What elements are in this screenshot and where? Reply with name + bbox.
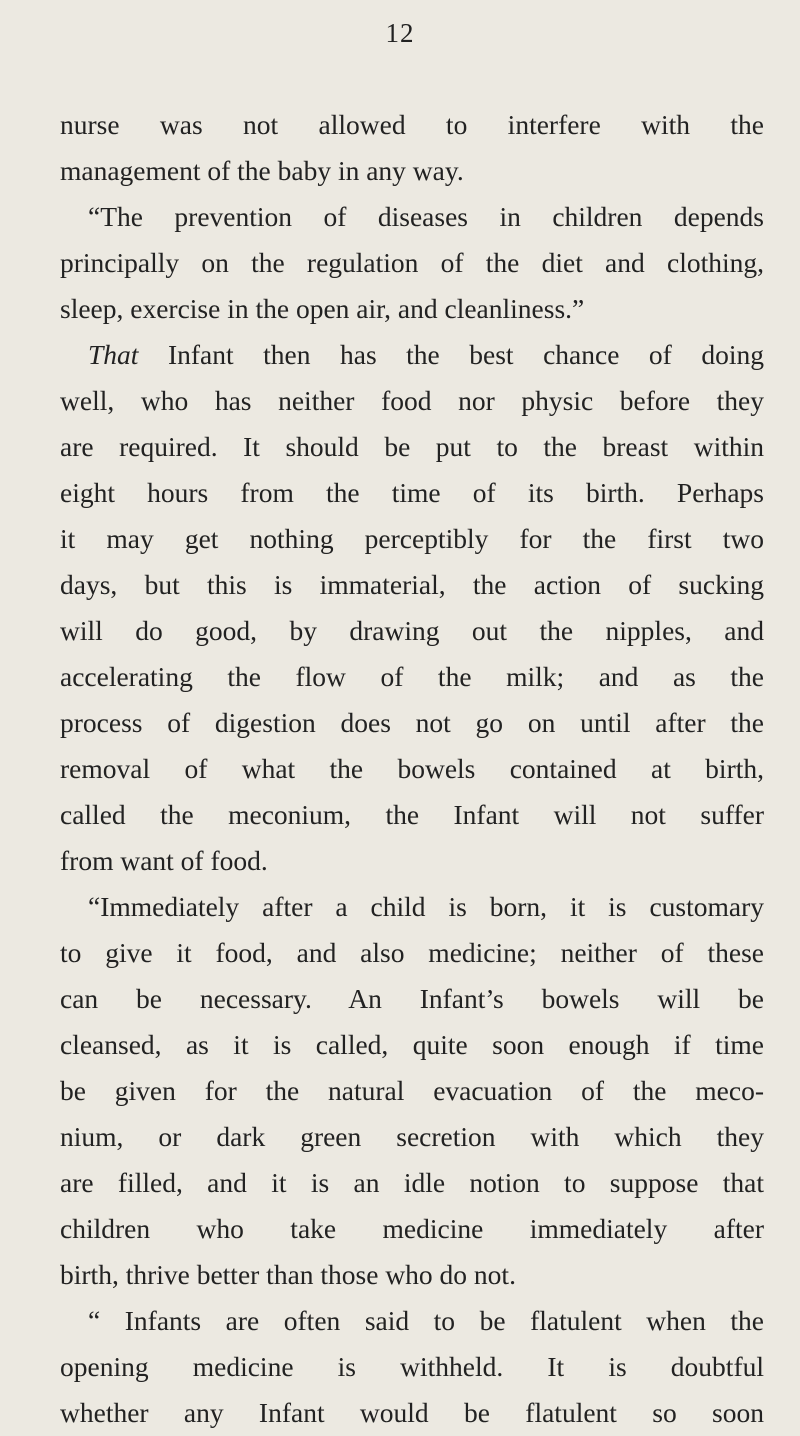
emphasis-word: That xyxy=(88,339,139,370)
text-line: principally on the regulation of the diet and clothing, xyxy=(60,247,764,278)
text-line: nurse was not allowed to interfere with the xyxy=(60,109,764,140)
text-line: accelerating the flow of the milk; and as the xyxy=(60,661,764,692)
text-line: are required. It should be put to the breast within xyxy=(60,431,764,462)
text-line: it may get nothing perceptibly for the first two xyxy=(60,523,764,554)
text-line: nium, or dark green secretion with which they xyxy=(60,1121,764,1152)
text-line: opening medicine is withheld. It is doubtful xyxy=(60,1351,764,1382)
text-line: “The prevention of diseases in children depends xyxy=(88,201,764,232)
text-line: eight hours from the time of its birth. Perhaps xyxy=(60,477,764,508)
text-line-rest: Infant then has the best chance of doing xyxy=(138,339,764,370)
text-line: can be necessary. An Infant’s bowels will be xyxy=(60,983,764,1014)
text-line: days, but this is immaterial, the action of sucking xyxy=(60,569,764,600)
text-line: be given for the natural evacuation of the meco- xyxy=(60,1075,764,1106)
page-number: 12 xyxy=(385,18,415,48)
text-line: cleansed, as it is called, quite soon enough if time xyxy=(60,1029,764,1060)
text-line: “Immediately after a child is born, it is customary xyxy=(88,891,764,922)
text-line: children who take medicine immediately after xyxy=(60,1213,764,1244)
text-line: to give it food, and also medicine; neither of these xyxy=(60,937,764,968)
text-line: will do good, by drawing out the nipples, and xyxy=(60,615,764,646)
text-line: whether any Infant would be flatulent so soon xyxy=(60,1397,764,1428)
text-line: removal of what the bowels contained at birth, xyxy=(60,753,764,784)
text-line: “ Infants are often said to be flatulent when the xyxy=(88,1305,764,1336)
text-line: from want of food. xyxy=(60,845,268,876)
text-line: called the meconium, the Infant will not suffer xyxy=(60,799,764,830)
text-line: birth, thrive better than those who do not. xyxy=(60,1259,516,1290)
text-line: management of the baby in any way. xyxy=(60,155,464,186)
text-line: sleep, exercise in the open air, and cleanliness.” xyxy=(60,293,585,324)
body-text xyxy=(60,102,764,1436)
text-line: well, who has neither food nor physic before they xyxy=(60,385,764,416)
text-line: process of digestion does not go on until after the xyxy=(60,707,764,738)
text-line: are filled, and it is an idle notion to suppose that xyxy=(60,1167,764,1198)
text-line xyxy=(60,332,764,378)
